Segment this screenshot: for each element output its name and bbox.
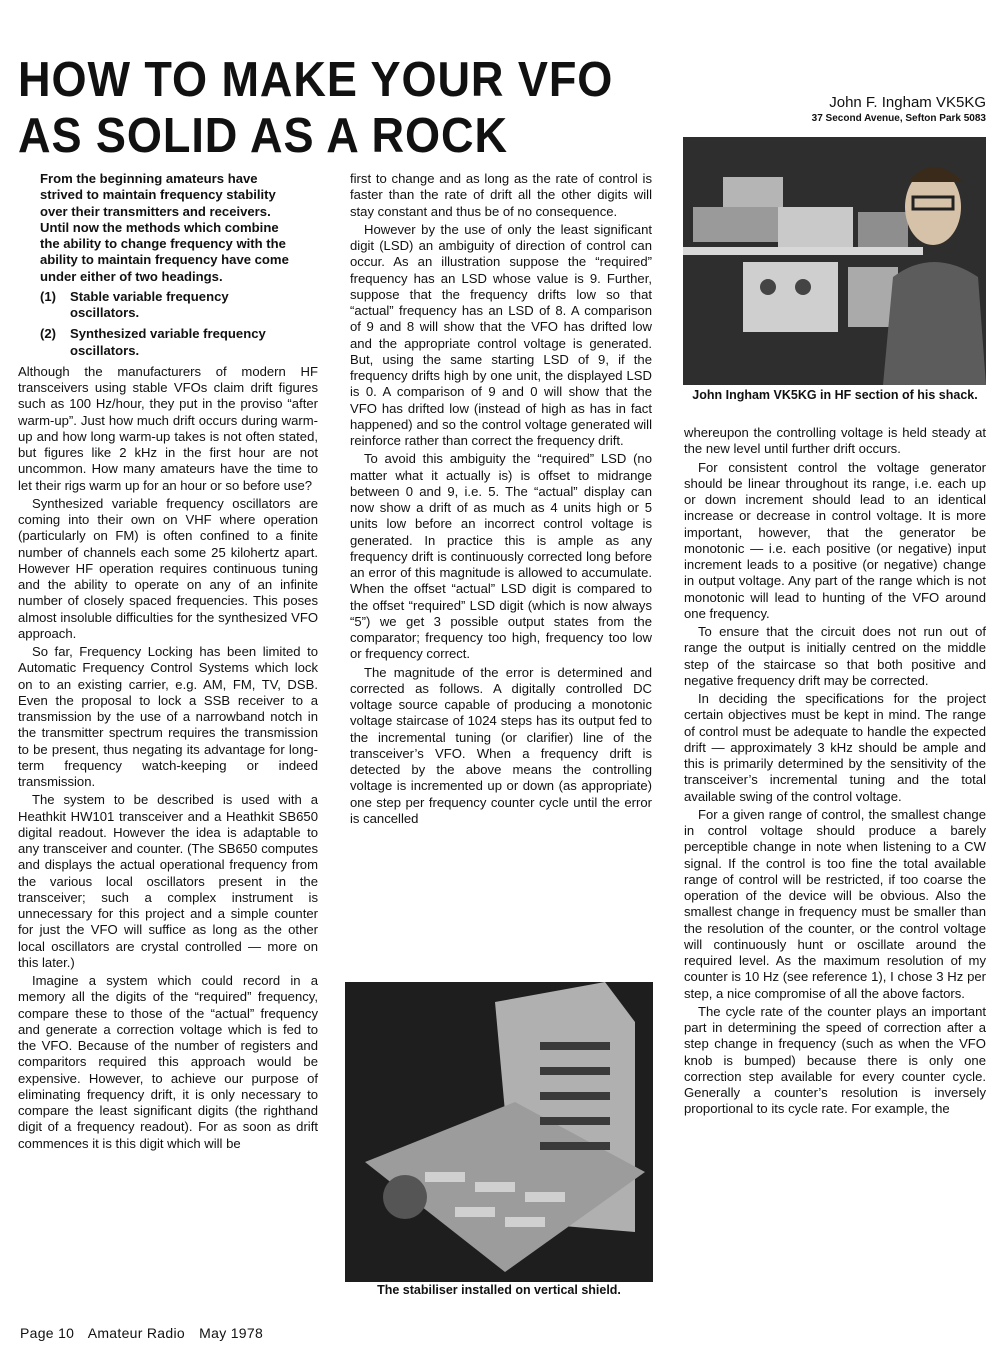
author-name: John F. Ingham VK5KG: [829, 94, 986, 111]
stabiliser-caption: The stabiliser installed on vertical shield.: [377, 1283, 621, 1297]
column-1: [18, 171, 318, 1154]
intro-item-number: (1): [40, 288, 57, 304]
intro-list-item: [40, 326, 296, 359]
title-line-2: AS SOLID AS A ROCK: [18, 109, 508, 163]
paragraph: The system to be described is used with a Heathkit HW101 transceiver and a Heathkit SB650 digital readout. However the idea is adaptable to any transceiver and counter. (The SB650 computes and displays the actual operational frequency from the various local oscillators present in the transceiver; such a complex instrument is unnecessary for this project and a simple counter for just the VFO will suffice as long as the other local oscillators are crystal controlled — more on this later.): [18, 792, 318, 970]
intro-item-text: Synthesized variable frequency oscillators.: [70, 326, 266, 358]
paragraph: Imagine a system which could record in a memory all the digits of the “required” frequency, compare these to those of the “actual” frequency and generate a correction voltage which is fed to the VFO. Because of the number of registers and comparitors required this approach would be expensive. However, to achieve our purpose of eliminating frequency drift, it is only necessary to compare the least significant digits (the righthand digit of a frequency readout). For as soon as drift commences it is this digit which will be: [18, 973, 318, 1151]
author-address: 37 Second Avenue, Sefton Park 5083: [811, 113, 986, 124]
intro-item-number: (2): [40, 326, 57, 342]
column-3: [684, 425, 986, 1120]
paragraph: For a given range of control, the smallest change in control voltage should produce a barely perceptible change in note when listening to a CW signal. If the control is too fine the total available range of control will be restricted, if too coarse the operation of the device will be obvious. Also the smallest change in frequency must be smaller than the resolution of the counter, or the control voltage will continuously hunt or oscillate around the required level. As the maximum resolution of my counter is 10 Hz (see reference 1), I chose 3 Hz per step, a nice compromise of all the above factors.: [684, 806, 986, 1001]
paragraph: So far, Frequency Locking has been limited to Automatic Frequency Control Systems which lock on to an existing carrier, e.g. AM, FM, TV, DSB. Even the proposal to lock a SSB receiver to a transmission by the use of a narrowband notch in the transmitter spectrum requires the transmission to be present, thus negating its advantage for long-term frequency watch-keeping or indeed transmission.: [18, 644, 318, 789]
paragraph: Although the manufacturers of modern HF transceivers using stable VFOs claim drift figures such as 100 Hz/hour, they put in the proviso “after warm-up”. Just how much drift occurs during warm-up and how long warm-up takes is not often stated, but figures like 2 kHz in the first hour are not uncommon. How many amateurs have the time to let their rigs warm up for an hour or so before use?: [18, 363, 318, 493]
intro-list-item: [40, 289, 296, 322]
shack-photo: [683, 137, 986, 385]
stabiliser-photo-illustration: [345, 982, 653, 1282]
page-footer: [20, 1325, 273, 1341]
paragraph: The cycle rate of the counter plays an important part in determining the speed of correction after a step change in frequency (such as when the VFO knob is bumped) because there is only one correction step available for every counter cycle. Generally a counter’s resolution is inversely proportional to its cycle rate. For example, the: [684, 1003, 986, 1117]
intro-list: [40, 289, 296, 359]
shack-caption: John Ingham VK5KG in HF section of his shack.: [692, 388, 978, 402]
paragraph: The magnitude of the error is determined and corrected as follows. A digitally controlled DC voltage source capable of producing a monotonic voltage staircase of 1024 steps has its output fed to the incremental tuning (or clarifier) line of the transceiver’s VFO. When a frequency drift is detected by the above means the controlling voltage is incremented up or down (as appropriate) one step per frequency counter cycle until the error is cancelled: [350, 664, 652, 826]
intro-block: [40, 171, 296, 359]
stabiliser-photo: [345, 982, 653, 1282]
magazine-name: Amateur Radio: [87, 1325, 185, 1341]
page-number: Page 10: [20, 1325, 75, 1341]
author-block: [812, 94, 986, 125]
title-line-1: HOW TO MAKE YOUR VFO: [18, 53, 614, 107]
intro-item-text: Stable variable frequency oscillators.: [70, 288, 229, 320]
paragraph: To avoid this ambiguity the “required” LSD (no matter what it actually is) is offset to midrange between 0 and 9, i.e. 5. The “actual” display can now show a drift of as much as 4 units high or 5 units low before an incorrect control voltage is generated. In practice this is ample as any frequency drift is continuously corrected long before an error of this magnitude is allowed to accumulate. When the offset “actual” LSD digit is compared to the offset “required” LSD digit (which is now always “5”) we get 3 possible output states from the comparator; frequency too high, frequency too low or frequency correct.: [350, 451, 652, 662]
paragraph: Synthesized variable frequency oscillators are coming into their own on VHF where operation (particularly on FM) is often confined to a finite number of channels each some 25 kilohertz apart. However HF operation requires continuous tuning and the ability to operate on any of an infinite number of closely spaced frequencies. This poses almost insoluble difficulties for the synthesized VFO approach.: [18, 495, 318, 641]
paragraph: In deciding the specifications for the project certain objectives must be kept in mind. The range of control must be adequate to handle the expected drift — approximately 3 kHz should be ample and this is primarily determined by the sensitivity of the transceiver’s incremental tuning and the total available swing of the control voltage.: [684, 691, 986, 804]
shack-photo-illustration: [683, 137, 986, 385]
paragraph: whereupon the controlling voltage is held steady at the new level until further drift occurs.: [684, 425, 986, 457]
column-2: [350, 171, 652, 829]
intro-text: From the beginning amateurs have strived to maintain frequency stability over their transmitters and receivers. Until now the methods which combine the ability to change frequency with the ability to maintain frequency have come under either of two headings.: [40, 171, 289, 284]
paragraph: However by the use of only the least significant digit (LSD) an ambiguity of direction of control can occur. As an illustration suppose the “required” frequency has an LSD whose value is 9. Further, suppose that the frequency drifts low so that “actual” frequency has an LSD of 8. A comparison of 9 and 8 will show that the VFO has drifted low and the appropriate control voltage is generated. But, using the same starting LSD of 9, if the frequency drifts high by one unit, the displayed LSD is 0. A comparison of 9 and 0 will show that the VFO has drifted low (instead of high as has in fact happened) and so the control voltage generated will reinforce rather than correct the frequency drift.: [350, 221, 652, 448]
issue-date: May 1978: [199, 1325, 264, 1341]
paragraph: For consistent control the voltage generator should be linear throughout its range, i.e. each up or down increment should lead to an identical increase or decrease in control voltage. It is more important, however, that the generator be monotonic — i.e. each positive (or negative) input increment leads to a positive (or negative) change in output voltage. Any part of the range which is not monotonic will lead to hunting of the VFO around one frequency.: [684, 459, 986, 621]
article-title: [18, 52, 614, 164]
paragraph: To ensure that the circuit does not run out of range the output is initially centred on the middle step of the staircase so that both positive and negative frequency drift may be corrected.: [684, 624, 986, 688]
paragraph: first to change and as long as the rate of control is faster than the rate of drift all the other digits will stay constant and thus be of no consequence.: [350, 171, 652, 219]
